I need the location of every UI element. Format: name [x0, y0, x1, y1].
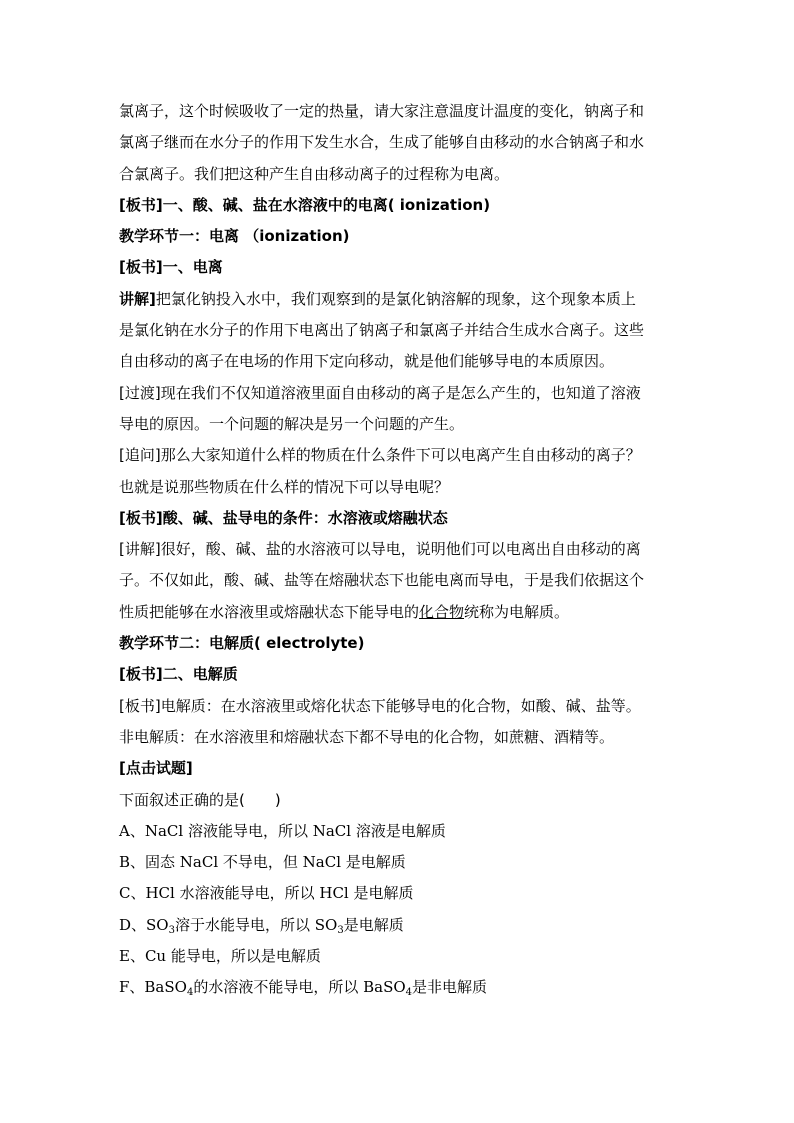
- compound-link[interactable]: 化合物: [419, 602, 465, 621]
- subscript: 3: [168, 924, 175, 936]
- text-line: [119, 284, 679, 315]
- text-part: D、SO: [119, 915, 169, 934]
- text-line: 氯离子继而在水分子的作用下发生水合，生成了能够自由移动的水合钠离子和水: [119, 133, 645, 152]
- text-line: [追问]那么大家知道什么样的物质在什么条件下可以电离产生自由移动的离子？: [119, 446, 641, 465]
- option-d: [119, 910, 679, 941]
- subscript: 4: [405, 987, 413, 999]
- label-lead: 讲解]: [119, 289, 156, 308]
- text-line: [119, 597, 679, 628]
- text-line: 合氯离子。我们把这种产生自由移动离子的过程称为电离。: [119, 164, 510, 183]
- text-line: [讲解]很好，酸、碱、盐的水溶液可以导电，说明他们可以电离出自由移动的离: [119, 540, 641, 559]
- subscript: 3: [337, 924, 344, 936]
- text-part: 是非电解质: [412, 978, 488, 997]
- board-heading: [板书]酸、碱、盐导电的条件：水溶液或熔融状态: [119, 508, 448, 527]
- text-line: 非电解质：在水溶液里和熔融状态下都不导电的化合物，如蔗糖、酒精等。: [119, 727, 615, 746]
- option-a: A、NaCl 溶液能导电，所以 NaCl 溶液是电解质: [119, 821, 446, 840]
- exercise-heading: [点击试题]: [119, 759, 193, 778]
- section-heading: 教学环节二：电解质( electrolyte): [119, 634, 365, 653]
- text-part: 溶于水能导电，所以 SO: [174, 915, 338, 934]
- option-c: C、HCl 水溶液能导电，所以 HCl 是电解质: [119, 884, 414, 903]
- board-heading: [板书]一、酸、碱、盐在水溶液中的电离( ionization): [119, 195, 491, 214]
- subscript: 4: [186, 987, 194, 999]
- text-line: 也就是说那些物质在什么样的情况下可以导电呢？: [119, 477, 450, 496]
- question-stem: 下面叙述正确的是( ): [119, 790, 281, 809]
- text-line: 导电的原因。一个问题的解决是另一个问题的产生。: [119, 414, 465, 433]
- text-rest: 把氯化钠投入水中，我们观察到的是氯化钠溶解的现象，这个现象本质上: [155, 289, 636, 308]
- text-line: 是氯化钠在水分子的作用下电离出了钠离子和氯离子并结合生成水合离子。这些: [119, 321, 645, 340]
- option-e: E、Cu 能导电，所以是电解质: [119, 947, 321, 966]
- option-b: B、固态 NaCl 不导电，但 NaCl 是电解质: [119, 853, 406, 872]
- text-part: F、BaSO: [119, 978, 187, 997]
- text-line: 子。不仅如此，酸、碱、盐等在熔融状态下也能电离而导电，于是我们依据这个: [119, 571, 645, 590]
- text-line: 氯离子，这个时候吸收了一定的热量，请大家注意温度计温度的变化，钠离子和: [119, 102, 645, 120]
- document-page: [119, 96, 679, 1004]
- text-part: 是电解质: [343, 915, 404, 934]
- text-line: 自由移动的离子在电场的作用下定向移动，就是他们能够导电的本质原因。: [119, 352, 615, 371]
- text-pre: 性质把能够在水溶液里或熔融状态下能导电的: [119, 602, 420, 621]
- text-part: 的水溶液不能导电，所以 BaSO: [193, 978, 406, 997]
- board-heading: [板书]一、电离: [119, 258, 223, 277]
- text-post: 统称为电解质。: [464, 602, 570, 621]
- board-heading: [板书]二、电解质: [119, 665, 238, 684]
- section-heading: 教学环节一：电离 （ionization): [119, 227, 350, 246]
- text-line: [过渡]现在我们不仅知道溶液里面自由移动的离子是怎么产生的，也知道了溶液: [119, 383, 641, 402]
- option-f: [119, 972, 679, 1003]
- text-line: [板书]电解质：在水溶液里或熔化状态下能够导电的化合物，如酸、碱、盐等。: [119, 696, 641, 715]
